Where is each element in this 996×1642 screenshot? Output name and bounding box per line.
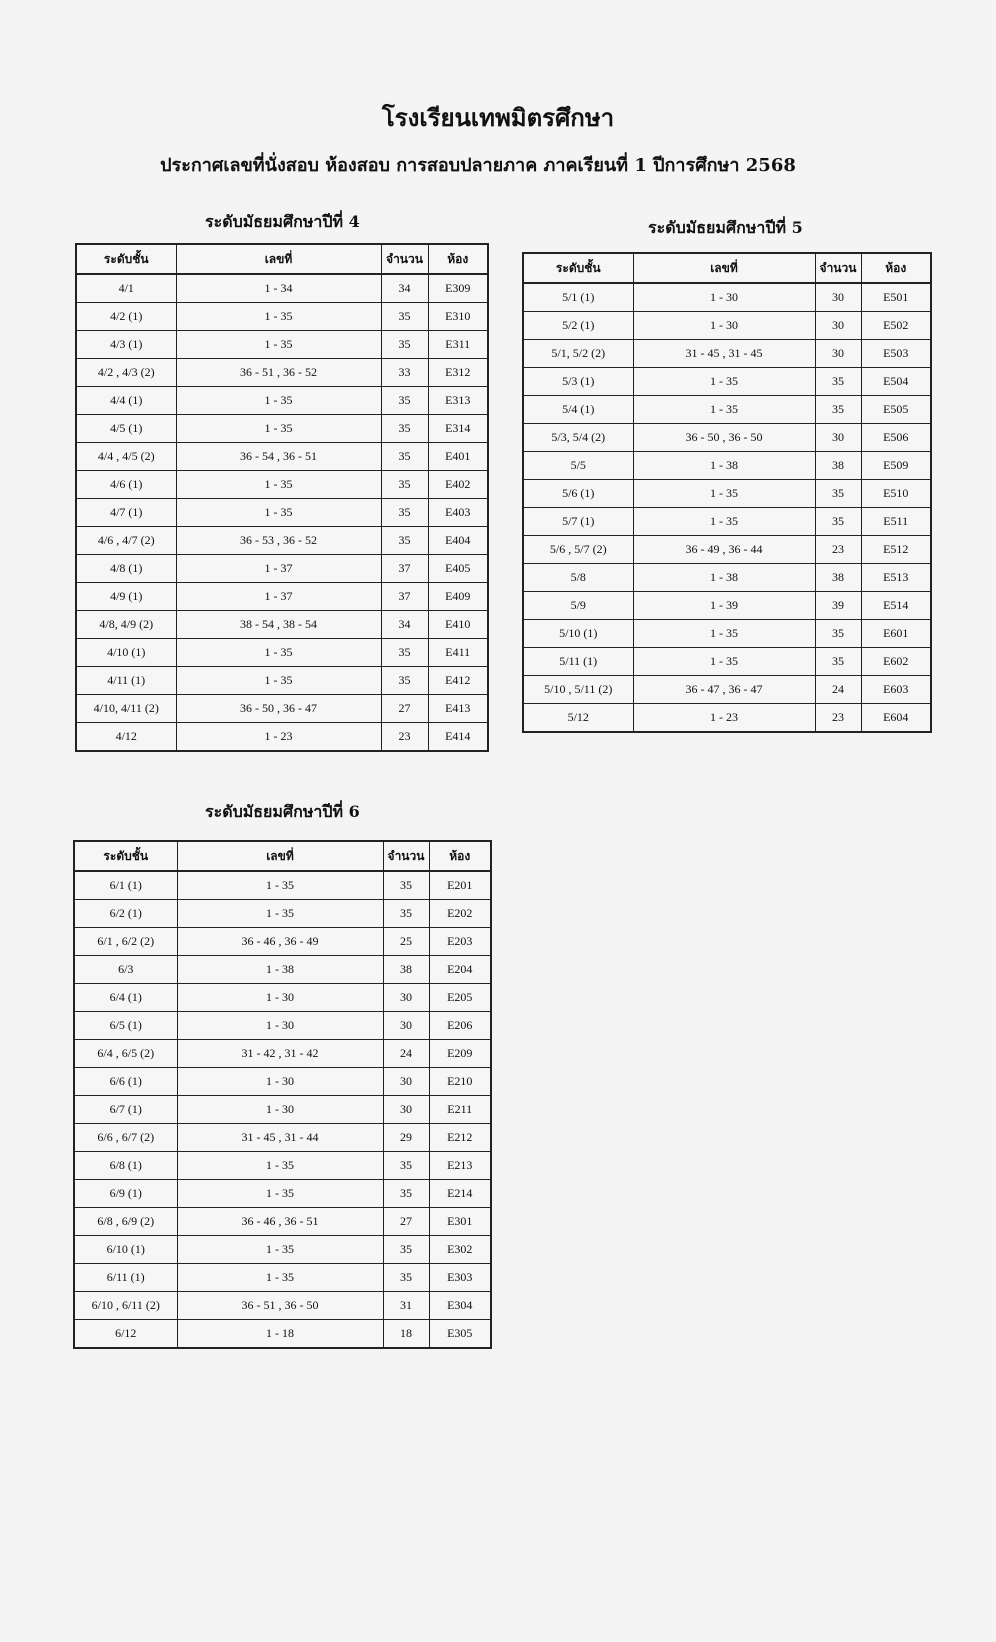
count-cell: 35 [381,471,428,499]
seat-range-cell: 1 - 35 [633,648,815,676]
column-header: จำนวน [815,253,861,283]
column-header: ระดับชั้น [76,244,176,274]
count-cell: 24 [815,676,861,704]
seat-range-cell: 36 - 50 , 36 - 50 [633,424,815,452]
seat-range-cell: 1 - 30 [633,312,815,340]
class-cell: 6/4 (1) [74,984,177,1012]
seat-range-cell: 1 - 18 [177,1320,383,1349]
class-cell: 4/12 [76,723,176,752]
room-cell: E403 [428,499,488,527]
table-row [76,274,488,303]
class-cell: 5/7 (1) [523,508,633,536]
room-cell: E209 [429,1040,491,1068]
count-cell: 38 [815,564,861,592]
count-cell: 35 [815,368,861,396]
class-cell: 6/6 (1) [74,1068,177,1096]
table-row [74,1264,491,1292]
table-row [523,340,931,368]
seat-range-cell: 1 - 38 [633,452,815,480]
class-cell: 6/4 , 6/5 (2) [74,1040,177,1068]
room-cell: E509 [861,452,931,480]
table-row [523,704,931,733]
room-cell: E213 [429,1152,491,1180]
class-cell: 5/8 [523,564,633,592]
count-cell: 35 [381,639,428,667]
table-row [74,900,491,928]
table-row [523,312,931,340]
class-cell: 5/3 (1) [523,368,633,396]
class-cell: 4/6 , 4/7 (2) [76,527,176,555]
room-cell: E414 [428,723,488,752]
class-cell: 5/9 [523,592,633,620]
room-cell: E205 [429,984,491,1012]
class-cell: 4/10, 4/11 (2) [76,695,176,723]
class-cell: 4/10 (1) [76,639,176,667]
seat-range-cell: 1 - 35 [177,1152,383,1180]
count-cell: 30 [815,312,861,340]
count-cell: 30 [383,984,429,1012]
count-cell: 35 [383,1152,429,1180]
count-cell: 35 [381,415,428,443]
count-cell: 33 [381,359,428,387]
column-header: เลขที่ [633,253,815,283]
seat-range-cell: 31 - 45 , 31 - 44 [177,1124,383,1152]
seat-range-cell: 36 - 49 , 36 - 44 [633,536,815,564]
table-row [74,1152,491,1180]
class-cell: 5/1, 5/2 (2) [523,340,633,368]
column-header: จำนวน [383,841,429,871]
room-cell: E311 [428,331,488,359]
seat-range-cell: 36 - 51 , 36 - 50 [177,1292,383,1320]
table-row [74,1012,491,1040]
room-cell: E409 [428,583,488,611]
class-cell: 4/5 (1) [76,415,176,443]
seat-range-cell: 38 - 54 , 38 - 54 [176,611,381,639]
seat-range-cell: 36 - 51 , 36 - 52 [176,359,381,387]
table-row [76,415,488,443]
table-row [74,1040,491,1068]
count-cell: 30 [383,1012,429,1040]
heading-grade-5: ระดับมัธยมศึกษาปีที่ 5 [648,218,803,237]
room-cell: E402 [428,471,488,499]
count-cell: 23 [381,723,428,752]
table-row [76,639,488,667]
seat-range-cell: 1 - 30 [177,1012,383,1040]
seat-range-cell: 1 - 35 [633,368,815,396]
heading-grade-6: ระดับมัธยมศึกษาปีที่ 6 [205,802,360,821]
table-row [76,695,488,723]
room-cell: E412 [428,667,488,695]
class-cell: 6/8 , 6/9 (2) [74,1208,177,1236]
class-cell: 6/9 (1) [74,1180,177,1208]
seat-range-cell: 36 - 46 , 36 - 51 [177,1208,383,1236]
count-cell: 27 [383,1208,429,1236]
seat-range-cell: 1 - 23 [176,723,381,752]
room-cell: E312 [428,359,488,387]
count-cell: 34 [381,274,428,303]
seat-range-cell: 1 - 35 [176,303,381,331]
table-row [74,871,491,900]
table-row [74,1124,491,1152]
count-cell: 35 [383,1180,429,1208]
table-row [76,555,488,583]
table-row [74,1236,491,1264]
table-grade-6 [73,840,492,1349]
table-row [523,396,931,424]
announcement-title: ประกาศเลขที่นั่งสอบ ห้องสอบ การสอบปลายภาค ภาคเรียนที่ 1 ปีการศึกษา 2568 [160,155,796,176]
count-cell: 34 [381,611,428,639]
room-cell: E504 [861,368,931,396]
room-cell: E413 [428,695,488,723]
table-row [74,984,491,1012]
class-cell: 4/8 (1) [76,555,176,583]
seat-range-cell: 1 - 35 [633,620,815,648]
seat-range-cell: 1 - 35 [177,1236,383,1264]
seat-range-cell: 1 - 38 [633,564,815,592]
class-cell: 6/11 (1) [74,1264,177,1292]
class-cell: 5/6 (1) [523,480,633,508]
seat-range-cell: 1 - 35 [177,871,383,900]
count-cell: 30 [815,340,861,368]
table-row [74,1096,491,1124]
count-cell: 27 [381,695,428,723]
table-row [523,452,931,480]
room-cell: E410 [428,611,488,639]
count-cell: 35 [815,480,861,508]
class-cell: 4/3 (1) [76,331,176,359]
room-cell: E506 [861,424,931,452]
class-cell: 4/8, 4/9 (2) [76,611,176,639]
class-cell: 5/5 [523,452,633,480]
seat-range-cell: 1 - 35 [176,639,381,667]
seat-range-cell: 36 - 47 , 36 - 47 [633,676,815,704]
table-row [76,331,488,359]
seat-range-cell: 1 - 30 [177,984,383,1012]
class-cell: 5/3, 5/4 (2) [523,424,633,452]
table-row [76,723,488,752]
room-cell: E302 [429,1236,491,1264]
room-cell: E301 [429,1208,491,1236]
table-header-row [523,253,931,283]
count-cell: 35 [381,443,428,471]
table-row [76,499,488,527]
room-cell: E501 [861,283,931,312]
room-cell: E206 [429,1012,491,1040]
table-row [523,368,931,396]
room-cell: E210 [429,1068,491,1096]
table-row [523,564,931,592]
room-cell: E405 [428,555,488,583]
table-row [76,359,488,387]
count-cell: 23 [815,536,861,564]
class-cell: 4/9 (1) [76,583,176,611]
table-row [76,611,488,639]
class-cell: 6/10 (1) [74,1236,177,1264]
room-cell: E511 [861,508,931,536]
seat-range-cell: 36 - 53 , 36 - 52 [176,527,381,555]
heading-grade-4: ระดับมัธยมศึกษาปีที่ 4 [205,212,360,231]
table-row [76,583,488,611]
seat-range-cell: 1 - 35 [176,331,381,359]
column-header: ห้อง [428,244,488,274]
class-cell: 5/4 (1) [523,396,633,424]
count-cell: 29 [383,1124,429,1152]
count-cell: 35 [381,667,428,695]
count-cell: 31 [383,1292,429,1320]
class-cell: 4/1 [76,274,176,303]
count-cell: 23 [815,704,861,733]
seat-range-cell: 1 - 35 [177,1180,383,1208]
class-cell: 5/10 (1) [523,620,633,648]
seat-range-cell: 1 - 35 [177,1264,383,1292]
room-cell: E604 [861,704,931,733]
table-row [74,956,491,984]
table-row [74,1068,491,1096]
class-cell: 6/8 (1) [74,1152,177,1180]
room-cell: E204 [429,956,491,984]
class-cell: 6/10 , 6/11 (2) [74,1292,177,1320]
seat-range-cell: 1 - 30 [177,1096,383,1124]
count-cell: 30 [383,1068,429,1096]
table-row [76,443,488,471]
seat-range-cell: 1 - 23 [633,704,815,733]
table-row [523,676,931,704]
seat-range-cell: 1 - 35 [633,480,815,508]
table-row [523,283,931,312]
count-cell: 35 [383,1264,429,1292]
count-cell: 35 [381,387,428,415]
class-cell: 6/12 [74,1320,177,1349]
table-row [523,424,931,452]
room-cell: E310 [428,303,488,331]
school-name: โรงเรียนเทพมิตรศึกษา [381,103,615,132]
class-cell: 6/2 (1) [74,900,177,928]
count-cell: 35 [381,527,428,555]
seat-range-cell: 36 - 54 , 36 - 51 [176,443,381,471]
room-cell: E211 [429,1096,491,1124]
room-cell: E503 [861,340,931,368]
seat-range-cell: 1 - 37 [176,555,381,583]
table-row [523,536,931,564]
room-cell: E201 [429,871,491,900]
seat-range-cell: 31 - 42 , 31 - 42 [177,1040,383,1068]
seat-range-cell: 31 - 45 , 31 - 45 [633,340,815,368]
room-cell: E401 [428,443,488,471]
seat-range-cell: 1 - 35 [633,396,815,424]
column-header: เลขที่ [176,244,381,274]
seat-range-cell: 36 - 50 , 36 - 47 [176,695,381,723]
room-cell: E305 [429,1320,491,1349]
column-header: จำนวน [381,244,428,274]
class-cell: 4/4 , 4/5 (2) [76,443,176,471]
count-cell: 35 [815,648,861,676]
room-cell: E602 [861,648,931,676]
count-cell: 37 [381,555,428,583]
seat-range-cell: 1 - 35 [176,471,381,499]
class-cell: 4/2 , 4/3 (2) [76,359,176,387]
room-cell: E202 [429,900,491,928]
table-grade-4 [75,243,489,752]
class-cell: 5/11 (1) [523,648,633,676]
room-cell: E309 [428,274,488,303]
table-row [523,508,931,536]
room-cell: E411 [428,639,488,667]
room-cell: E404 [428,527,488,555]
table-header-row [76,244,488,274]
count-cell: 30 [815,424,861,452]
seat-range-cell: 1 - 39 [633,592,815,620]
class-cell: 6/1 , 6/2 (2) [74,928,177,956]
room-cell: E513 [861,564,931,592]
seat-range-cell: 1 - 37 [176,583,381,611]
class-cell: 4/4 (1) [76,387,176,415]
table-row [76,303,488,331]
column-header: ระดับชั้น [523,253,633,283]
seat-range-cell: 1 - 35 [633,508,815,536]
room-cell: E510 [861,480,931,508]
count-cell: 35 [381,499,428,527]
class-cell: 6/5 (1) [74,1012,177,1040]
table-row [74,928,491,956]
class-cell: 4/2 (1) [76,303,176,331]
table-row [523,480,931,508]
seat-range-cell: 1 - 35 [176,667,381,695]
table-row [74,1320,491,1349]
table-row [76,471,488,499]
count-cell: 39 [815,592,861,620]
room-cell: E214 [429,1180,491,1208]
count-cell: 24 [383,1040,429,1068]
count-cell: 35 [381,303,428,331]
table-row [74,1180,491,1208]
table-row [76,667,488,695]
count-cell: 38 [383,956,429,984]
seat-range-cell: 1 - 35 [176,499,381,527]
class-cell: 6/3 [74,956,177,984]
class-cell: 6/6 , 6/7 (2) [74,1124,177,1152]
class-cell: 4/6 (1) [76,471,176,499]
class-cell: 5/1 (1) [523,283,633,312]
class-cell: 6/1 (1) [74,871,177,900]
count-cell: 35 [383,900,429,928]
count-cell: 25 [383,928,429,956]
count-cell: 35 [815,508,861,536]
seat-range-cell: 1 - 35 [177,900,383,928]
count-cell: 35 [815,396,861,424]
seat-range-cell: 1 - 34 [176,274,381,303]
class-cell: 4/11 (1) [76,667,176,695]
room-cell: E314 [428,415,488,443]
class-cell: 6/7 (1) [74,1096,177,1124]
count-cell: 35 [381,331,428,359]
seat-range-cell: 1 - 35 [176,387,381,415]
table-row [523,648,931,676]
room-cell: E514 [861,592,931,620]
seat-range-cell: 36 - 46 , 36 - 49 [177,928,383,956]
room-cell: E303 [429,1264,491,1292]
room-cell: E304 [429,1292,491,1320]
room-cell: E601 [861,620,931,648]
count-cell: 30 [383,1096,429,1124]
count-cell: 38 [815,452,861,480]
room-cell: E313 [428,387,488,415]
column-header: ห้อง [861,253,931,283]
table-row [523,592,931,620]
seat-range-cell: 1 - 35 [176,415,381,443]
count-cell: 35 [815,620,861,648]
room-cell: E512 [861,536,931,564]
count-cell: 37 [381,583,428,611]
table-row [76,527,488,555]
room-cell: E505 [861,396,931,424]
class-cell: 5/2 (1) [523,312,633,340]
table-row [74,1292,491,1320]
table-header-row [74,841,491,871]
class-cell: 5/10 , 5/11 (2) [523,676,633,704]
table-row [523,620,931,648]
count-cell: 18 [383,1320,429,1349]
room-cell: E502 [861,312,931,340]
table-row [76,387,488,415]
count-cell: 35 [383,1236,429,1264]
count-cell: 30 [815,283,861,312]
seat-range-cell: 1 - 38 [177,956,383,984]
table-row [74,1208,491,1236]
seat-range-cell: 1 - 30 [177,1068,383,1096]
column-header: ระดับชั้น [74,841,177,871]
column-header: ห้อง [429,841,491,871]
seat-range-cell: 1 - 30 [633,283,815,312]
room-cell: E203 [429,928,491,956]
class-cell: 5/6 , 5/7 (2) [523,536,633,564]
table-grade-5 [522,252,932,733]
count-cell: 35 [383,871,429,900]
class-cell: 5/12 [523,704,633,733]
room-cell: E212 [429,1124,491,1152]
room-cell: E603 [861,676,931,704]
column-header: เลขที่ [177,841,383,871]
class-cell: 4/7 (1) [76,499,176,527]
